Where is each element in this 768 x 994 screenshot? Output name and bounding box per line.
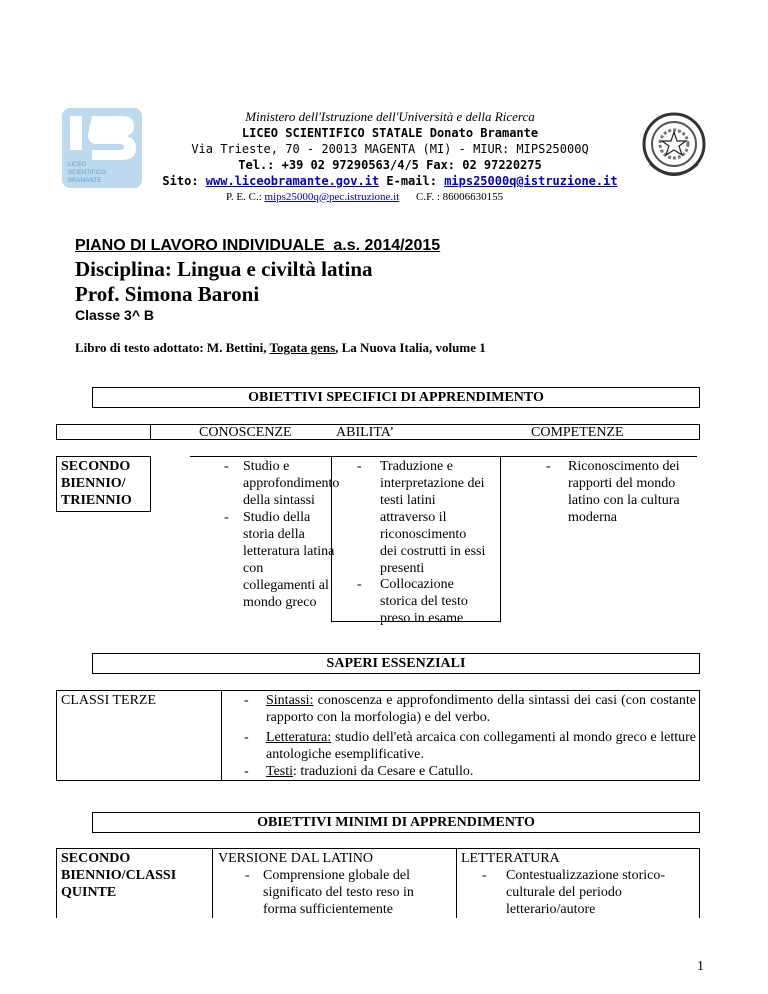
- logo-text-3: BRAMANTE: [68, 178, 102, 184]
- dash: -: [245, 868, 250, 883]
- minimi-col1-item: Comprensione globale del significato del testo reso in forma sufficientemente: [263, 868, 414, 917]
- abilita-item-2: Collocazione storica del testo preso in esame: [380, 577, 468, 626]
- saperi-item-1-text: conoscenza e approfondimento della sintassi dei casi (con costante rapporto con la morfologia) e del verbo.: [266, 693, 696, 725]
- email-link[interactable]: mips25000q@istruzione.it: [444, 174, 618, 188]
- conoscenze-item-2: Studio della storia della letteratura latina con collegamenti al mondo greco: [243, 510, 335, 610]
- pec-link[interactable]: mips25000q@pec.istruzione.it: [264, 191, 400, 203]
- row-label-terze: CLASSI TERZE: [61, 693, 157, 708]
- textbook-publisher: , La Nuova Italia, volume 1: [335, 340, 486, 355]
- minimi-heading: OBIETTIVI MINIMI DI APPRENDIMENTO: [257, 815, 535, 830]
- competenze-item-1: Riconoscimento dei rapporti del mondo latino con la cultura moderna: [568, 459, 680, 525]
- dash: -: [244, 693, 249, 708]
- col-abilita: ABILITA’: [336, 425, 394, 440]
- dash: -: [546, 459, 551, 474]
- textbook-label: Libro di testo adottato: M. Bettini,: [75, 340, 270, 355]
- school-name: LICEO SCIENTIFICO STATALE Donato Bramante: [241, 126, 539, 140]
- saperi-heading: SAPERI ESSENZIALI: [326, 656, 466, 671]
- textbook: [75, 340, 486, 356]
- class-label: Classe 3^ B: [75, 307, 154, 323]
- dash: -: [244, 764, 249, 779]
- row-label-quinte: SECONDO BIENNIO/CLASSI QUINTE: [61, 851, 177, 900]
- ministry-line: Ministero dell'Istruzione dell'Università e della Ricerca: [245, 109, 535, 124]
- row-label-biennio: SECONDO BIENNIO/ TRIENNIO: [61, 459, 132, 508]
- email-label: E-mail:: [379, 174, 445, 188]
- saperi-item-2-text: studio dell'età arcaica con collegamenti al mondo greco e letture antologiche esemplificative.: [266, 730, 696, 762]
- site-link[interactable]: www.liceobramante.gov.it: [205, 174, 380, 188]
- dash: -: [224, 510, 229, 525]
- minimi-col2-item: Contestualizzazione storico-culturale del periodo letterario/autore: [506, 868, 665, 917]
- saperi-item-2-lead: Letteratura:: [266, 730, 332, 745]
- doc-title: PIANO DI LAVORO INDIVIDUALE a.s. 2014/2015: [75, 237, 441, 254]
- saperi-item-1-lead: Sintassi:: [266, 693, 314, 708]
- pec-line: [226, 190, 503, 204]
- minimi-col2-title: LETTERATURA: [461, 851, 560, 866]
- textbook-title: Togata gens: [269, 340, 336, 355]
- dash: -: [482, 868, 487, 883]
- site-label: Sito:: [162, 174, 206, 188]
- pec-label: P. E. C.:: [226, 191, 265, 203]
- discipline: Disciplina: Lingua e civiltà latina: [75, 257, 373, 281]
- dash: -: [224, 459, 229, 474]
- tel-line: Tel.: +39 02 97290563/4/5 Fax: 02 97220275: [238, 158, 542, 172]
- logo-text-1: LICEO: [68, 162, 87, 168]
- saperi-item-1: [266, 692, 696, 726]
- saperi-item-3-text: : traduzioni da Cesare e Catullo.: [293, 764, 474, 779]
- col-conoscenze: CONOSCENZE: [199, 425, 292, 440]
- dash: -: [244, 730, 249, 745]
- abilita-item-1: Traduzione e interpretazione dei testi latini attraverso il riconoscimento dei costrutti in essi presenti: [380, 459, 486, 576]
- saperi-item-3: [266, 763, 696, 780]
- cf-line: C.F. : 86006630155: [416, 191, 504, 203]
- dash: -: [357, 459, 362, 474]
- dash: -: [357, 577, 362, 592]
- logo-text-2: SCIENTIFICO: [68, 170, 107, 176]
- site-line: [120, 173, 660, 190]
- professor: Prof. Simona Baroni: [75, 282, 260, 306]
- minimi-col1-title: VERSIONE DAL LATINO: [218, 851, 374, 866]
- obiettivi-heading: OBIETTIVI SPECIFICI DI APPRENDIMENTO: [248, 390, 544, 405]
- address-line: Via Trieste, 70 - 20013 MAGENTA (MI) - MIUR: MIPS25000Q: [191, 142, 589, 156]
- saperi-item-2: [266, 729, 696, 763]
- conoscenze-item-1: Studio e approfondimento della sintassi: [243, 459, 340, 508]
- saperi-item-3-lead: Testi: [266, 764, 294, 779]
- col-competenze: COMPETENZE: [531, 425, 624, 440]
- page-number: 1: [697, 959, 704, 974]
